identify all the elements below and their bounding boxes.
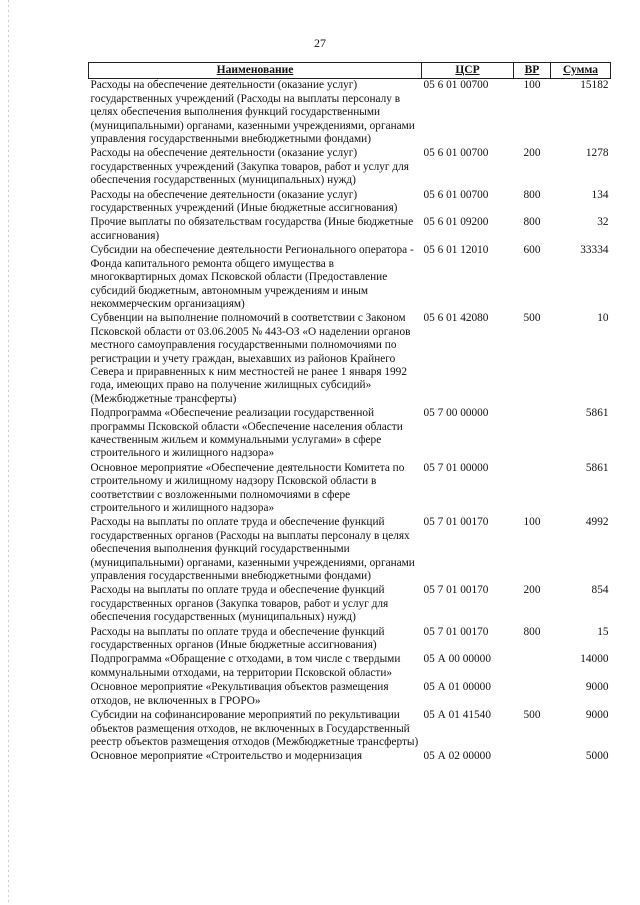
cell-sum: 9000 (585, 709, 609, 722)
table-row (89, 653, 611, 681)
table-header-row (89, 63, 611, 79)
cell-name: Расходы на обеспечение деятельности (оказание услуг) государственных учреждений (Иные бюджетные ассигнования) (90, 188, 398, 215)
cell-sum: 14000 (580, 653, 609, 666)
page-number: 27 (314, 36, 326, 50)
header-csr: ЦСР (422, 63, 514, 79)
cell-sum: 33334 (580, 244, 609, 257)
cell-vr (514, 653, 551, 681)
cell-name: Основное мероприятие «Строительство и модернизация (90, 750, 363, 763)
cell-vr: 200 (523, 584, 541, 597)
cell-csr: 05 7 01 00000 (423, 461, 489, 474)
cell-name: Субсидии на обеспечение деятельности Регионального оператора - Фонда капитального ремонта общего имущества в многоквартирных домах Псковской области (Предоставление субсидий бюджетным, автономным учреждениям и иным некоммерческим организациям) (90, 244, 414, 310)
cell-vr (514, 681, 551, 709)
cell-name: Расходы на обеспечение деятельности (оказание услуг) государственных учреждений (Расходы на выплаты персоналу в целях обеспечения выполнения функций государственными (муниципальными) органами, казенными учреждениями, органами управления государственными внебюджетными фондами) (90, 79, 415, 146)
cell-vr: 800 (523, 216, 541, 229)
cell-csr: 05 7 01 00170 (423, 625, 489, 638)
cell-csr: 05 6 01 00700 (423, 147, 489, 160)
table-row (89, 216, 611, 244)
cell-csr: 05 А 02 00000 (423, 750, 491, 763)
cell-name: Расходы на обеспечение деятельности (оказание услуг) государственных учреждений (Закупка товаров, работ и услуг для обеспечения государственных (муниципальных) нужд) (90, 147, 409, 187)
cell-name: Субсидии на софинансирование мероприятий по рекультивации объектов размещения отходов, не включенных в Государственный реестр объектов размещения отходов (Межбюджетные трансферты) (90, 709, 419, 748)
cell-sum: 854 (591, 584, 609, 597)
cell-csr: 05 6 01 00700 (423, 188, 489, 201)
cell-sum: 32 (597, 216, 609, 229)
cell-csr: 05 7 01 00170 (423, 516, 489, 529)
cell-sum: 4992 (585, 516, 609, 529)
cell-sum: 5861 (585, 461, 609, 474)
table-row (89, 189, 611, 217)
cell-vr: 500 (523, 312, 541, 325)
cell-sum: 1278 (585, 147, 609, 160)
cell-sum: 15182 (580, 79, 609, 92)
cell-name: Прочие выплаты по обязательствам государства (Иные бюджетные ассигнования) (90, 216, 414, 242)
table-row (89, 312, 611, 407)
cell-sum: 10 (597, 312, 609, 325)
page-edge-line (8, 0, 9, 905)
table-row (89, 462, 611, 517)
cell-vr: 100 (523, 516, 541, 529)
cell-csr: 05 6 01 12010 (423, 244, 489, 257)
cell-vr (514, 407, 551, 462)
table-row (89, 750, 611, 764)
cell-name: Основное мероприятие «Рекультивация объектов размещения отходов, не включенных в ГРОРО» (90, 681, 389, 707)
header-vr: ВР (514, 63, 551, 79)
cell-vr: 500 (523, 709, 541, 722)
table-row (89, 584, 611, 625)
cell-sum: 5861 (585, 407, 609, 420)
header-name: Наименование (89, 63, 422, 79)
cell-sum: 9000 (585, 681, 609, 694)
budget-table (88, 62, 611, 765)
table-row (89, 626, 611, 654)
cell-sum: 5000 (585, 750, 609, 763)
cell-csr: 05 7 01 00170 (423, 584, 489, 597)
cell-vr: 800 (523, 625, 541, 638)
cell-name: Субвенции на выполнение полномочий в соответствии с Законом Псковской области от 03.06.2005 № 443-ОЗ «О наделении органов местного самоуправления государственными полномочиями по регистрации и учету граждан, выехавших из районов Крайнего Севера и приравненных к ним местностей не ранее 1 января 1992 года, имеющих право на получение жилищных субсидий» (Межбюджетные трансферты) (90, 312, 411, 405)
cell-csr: 05 6 01 00700 (423, 79, 489, 92)
cell-vr (514, 462, 551, 517)
cell-name: Расходы на выплаты по оплате труда и обеспечение функций государственных органов (Иные бюджетные ассигнования) (90, 625, 385, 652)
header-sum: Сумма (551, 63, 611, 79)
cell-vr (514, 750, 551, 764)
cell-name: Подпрограмма «Обращение с отходами, в том числе с твердыми коммунальными отходами, на территории Псковской области» (90, 653, 401, 679)
cell-csr: 05 А 01 00000 (423, 681, 491, 694)
cell-name: Расходы на выплаты по оплате труда и обеспечение функций государственных органов (Расходы на выплаты персоналу в целях обеспечения выполнения функций государственными (муниципальными) органами, казенными учреждениями, органами управления государственными внебюджетными фондами) (90, 516, 415, 583)
cell-vr: 200 (523, 147, 541, 160)
cell-sum: 15 (597, 625, 609, 638)
cell-csr: 05 А 00 00000 (423, 653, 491, 666)
cell-name: Основное мероприятие «Обеспечение деятельности Комитета по строительному и жилищному надзору Псковской области в соответствии с возложенными полномочиями в сфере строительного и жилищного надзора» (90, 461, 405, 514)
table-row (89, 709, 611, 750)
cell-name: Расходы на выплаты по оплате труда и обеспечение функций государственных органов (Закупка товаров, работ и услуг для обеспечения государственных (муниципальных) нужд) (90, 584, 389, 624)
cell-vr: 100 (523, 79, 541, 92)
cell-name: Подпрограмма «Обеспечение реализации государственной программы Псковской области «Обеспечение населения области качественным жильем и коммунальными услугами» в сфере строительного и жилищного надзора» (90, 407, 403, 460)
table-row (89, 681, 611, 709)
table-row (89, 516, 611, 584)
table-row (89, 407, 611, 462)
table-row (89, 79, 611, 148)
cell-sum: 134 (591, 188, 609, 201)
cell-csr: 05 6 01 42080 (423, 312, 489, 325)
cell-csr: 05 А 01 41540 (423, 709, 491, 722)
cell-vr: 600 (523, 244, 541, 257)
cell-vr: 800 (523, 188, 541, 201)
table-row (89, 244, 611, 312)
table-row (89, 147, 611, 188)
cell-csr: 05 7 00 00000 (423, 407, 489, 420)
cell-csr: 05 6 01 09200 (423, 216, 489, 229)
